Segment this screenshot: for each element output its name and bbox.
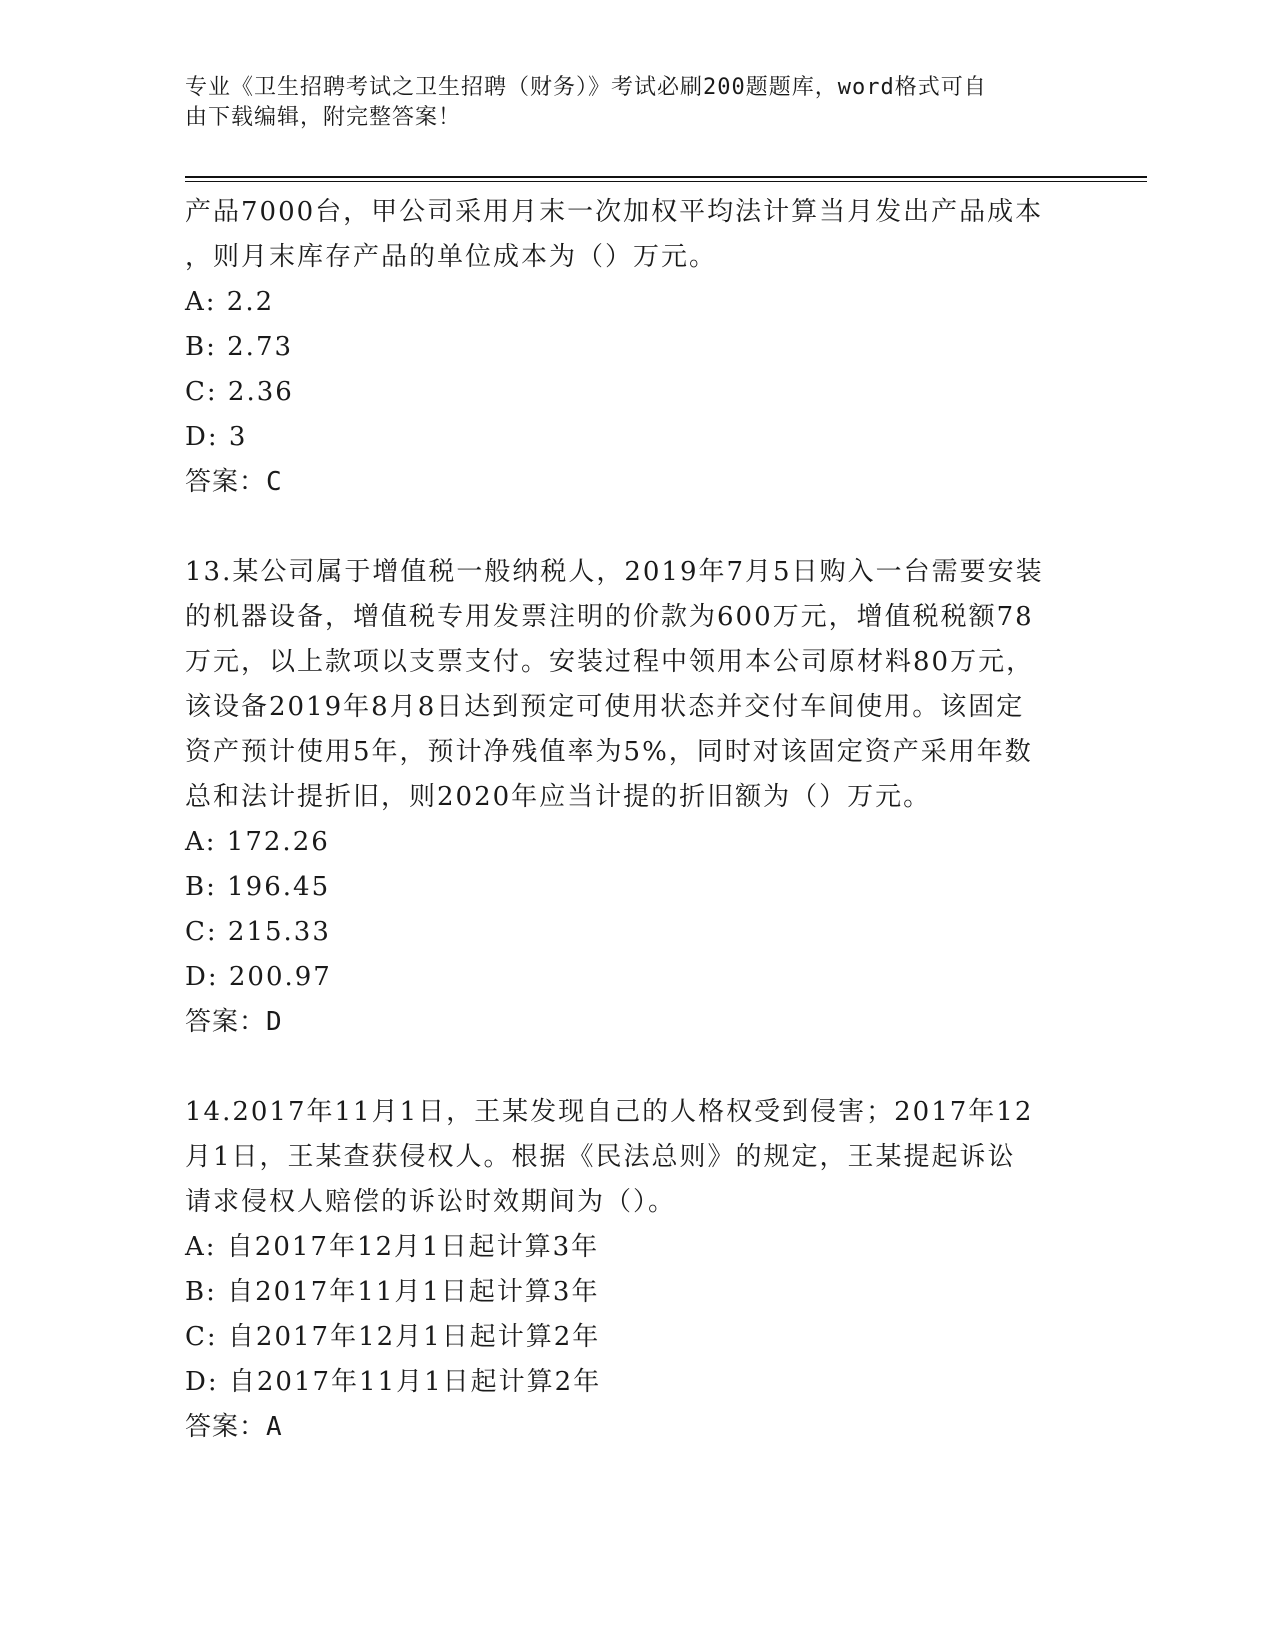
question-stem-line: 该设备2019年8月8日达到预定可使用状态并交付车间使用。该固定 — [185, 692, 1025, 722]
option-a: A: 2.2 — [185, 287, 275, 317]
answer-label: 答案： — [185, 1007, 267, 1037]
option-d: D: 自2017年11月1日起计算2年 — [185, 1367, 602, 1397]
option-d: D: 3 — [185, 422, 248, 452]
question-stem-line: 请求侵权人赔偿的诉讼时效期间为（）。 — [185, 1187, 677, 1217]
answer-line — [185, 1405, 1085, 1450]
question-14 — [185, 1090, 1085, 1450]
question-stem-line: 产品7000台，甲公司采用月末一次加权平均法计算当月发出产品成本 — [185, 197, 1044, 227]
header-rule-thin — [185, 181, 1147, 182]
option-b: B: 196.45 — [185, 872, 331, 902]
question-stem-line: 资产预计使用5年，预计净残值率为5%，同时对该固定资产采用年数 — [185, 737, 1033, 767]
option-c: C: 2.36 — [185, 377, 294, 407]
question-continued — [185, 190, 1085, 505]
option-c: C: 自2017年12月1日起计算2年 — [185, 1322, 601, 1352]
question-stem-line: 13.某公司属于增值税一般纳税人，2019年7月5日购入一台需要安装 — [185, 557, 1044, 587]
option-c: C: 215.33 — [185, 917, 331, 947]
header-line-2: 由下载编辑，附完整答案！ — [185, 105, 462, 130]
question-13 — [185, 550, 1085, 1045]
question-stem-line: 总和法计提折旧，则2020年应当计提的折旧额为（）万元。 — [185, 782, 932, 812]
question-stem-line: 月1日，王某查获侵权人。根据《民法总则》的规定，王某提起诉讼 — [185, 1142, 1016, 1172]
header-rule — [185, 176, 1147, 178]
option-b: B: 自2017年11月1日起计算3年 — [185, 1277, 600, 1307]
document-body — [185, 190, 1085, 1450]
answer-key: C — [266, 467, 283, 497]
option-a: A: 自2017年12月1日起计算3年 — [185, 1232, 600, 1262]
answer-line — [185, 1000, 1085, 1045]
option-b: B: 2.73 — [185, 332, 294, 362]
question-stem-line: 万元，以上款项以支票支付。安装过程中领用本公司原材料80万元， — [185, 647, 1035, 677]
answer-label: 答案： — [185, 1412, 267, 1442]
question-stem-line: 14.2017年11月1日，王某发现自己的人格权受到侵害；2017年12 — [185, 1097, 1034, 1127]
answer-key: A — [266, 1412, 283, 1442]
answer-key: D — [266, 1007, 283, 1037]
option-d: D: 200.97 — [185, 962, 332, 992]
document-header — [185, 73, 1085, 133]
header-line-1: 专业《卫生招聘考试之卫生招聘（财务）》考试必刷200题题库，word格式可自 — [185, 75, 987, 100]
question-stem-line: ，则月末库存产品的单位成本为（）万元。 — [185, 242, 718, 272]
answer-line — [185, 460, 1085, 505]
option-a: A: 172.26 — [185, 827, 330, 857]
answer-label: 答案： — [185, 467, 267, 497]
question-stem-line: 的机器设备，增值税专用发票注明的价款为600万元，增值税税额78 — [185, 602, 1034, 632]
